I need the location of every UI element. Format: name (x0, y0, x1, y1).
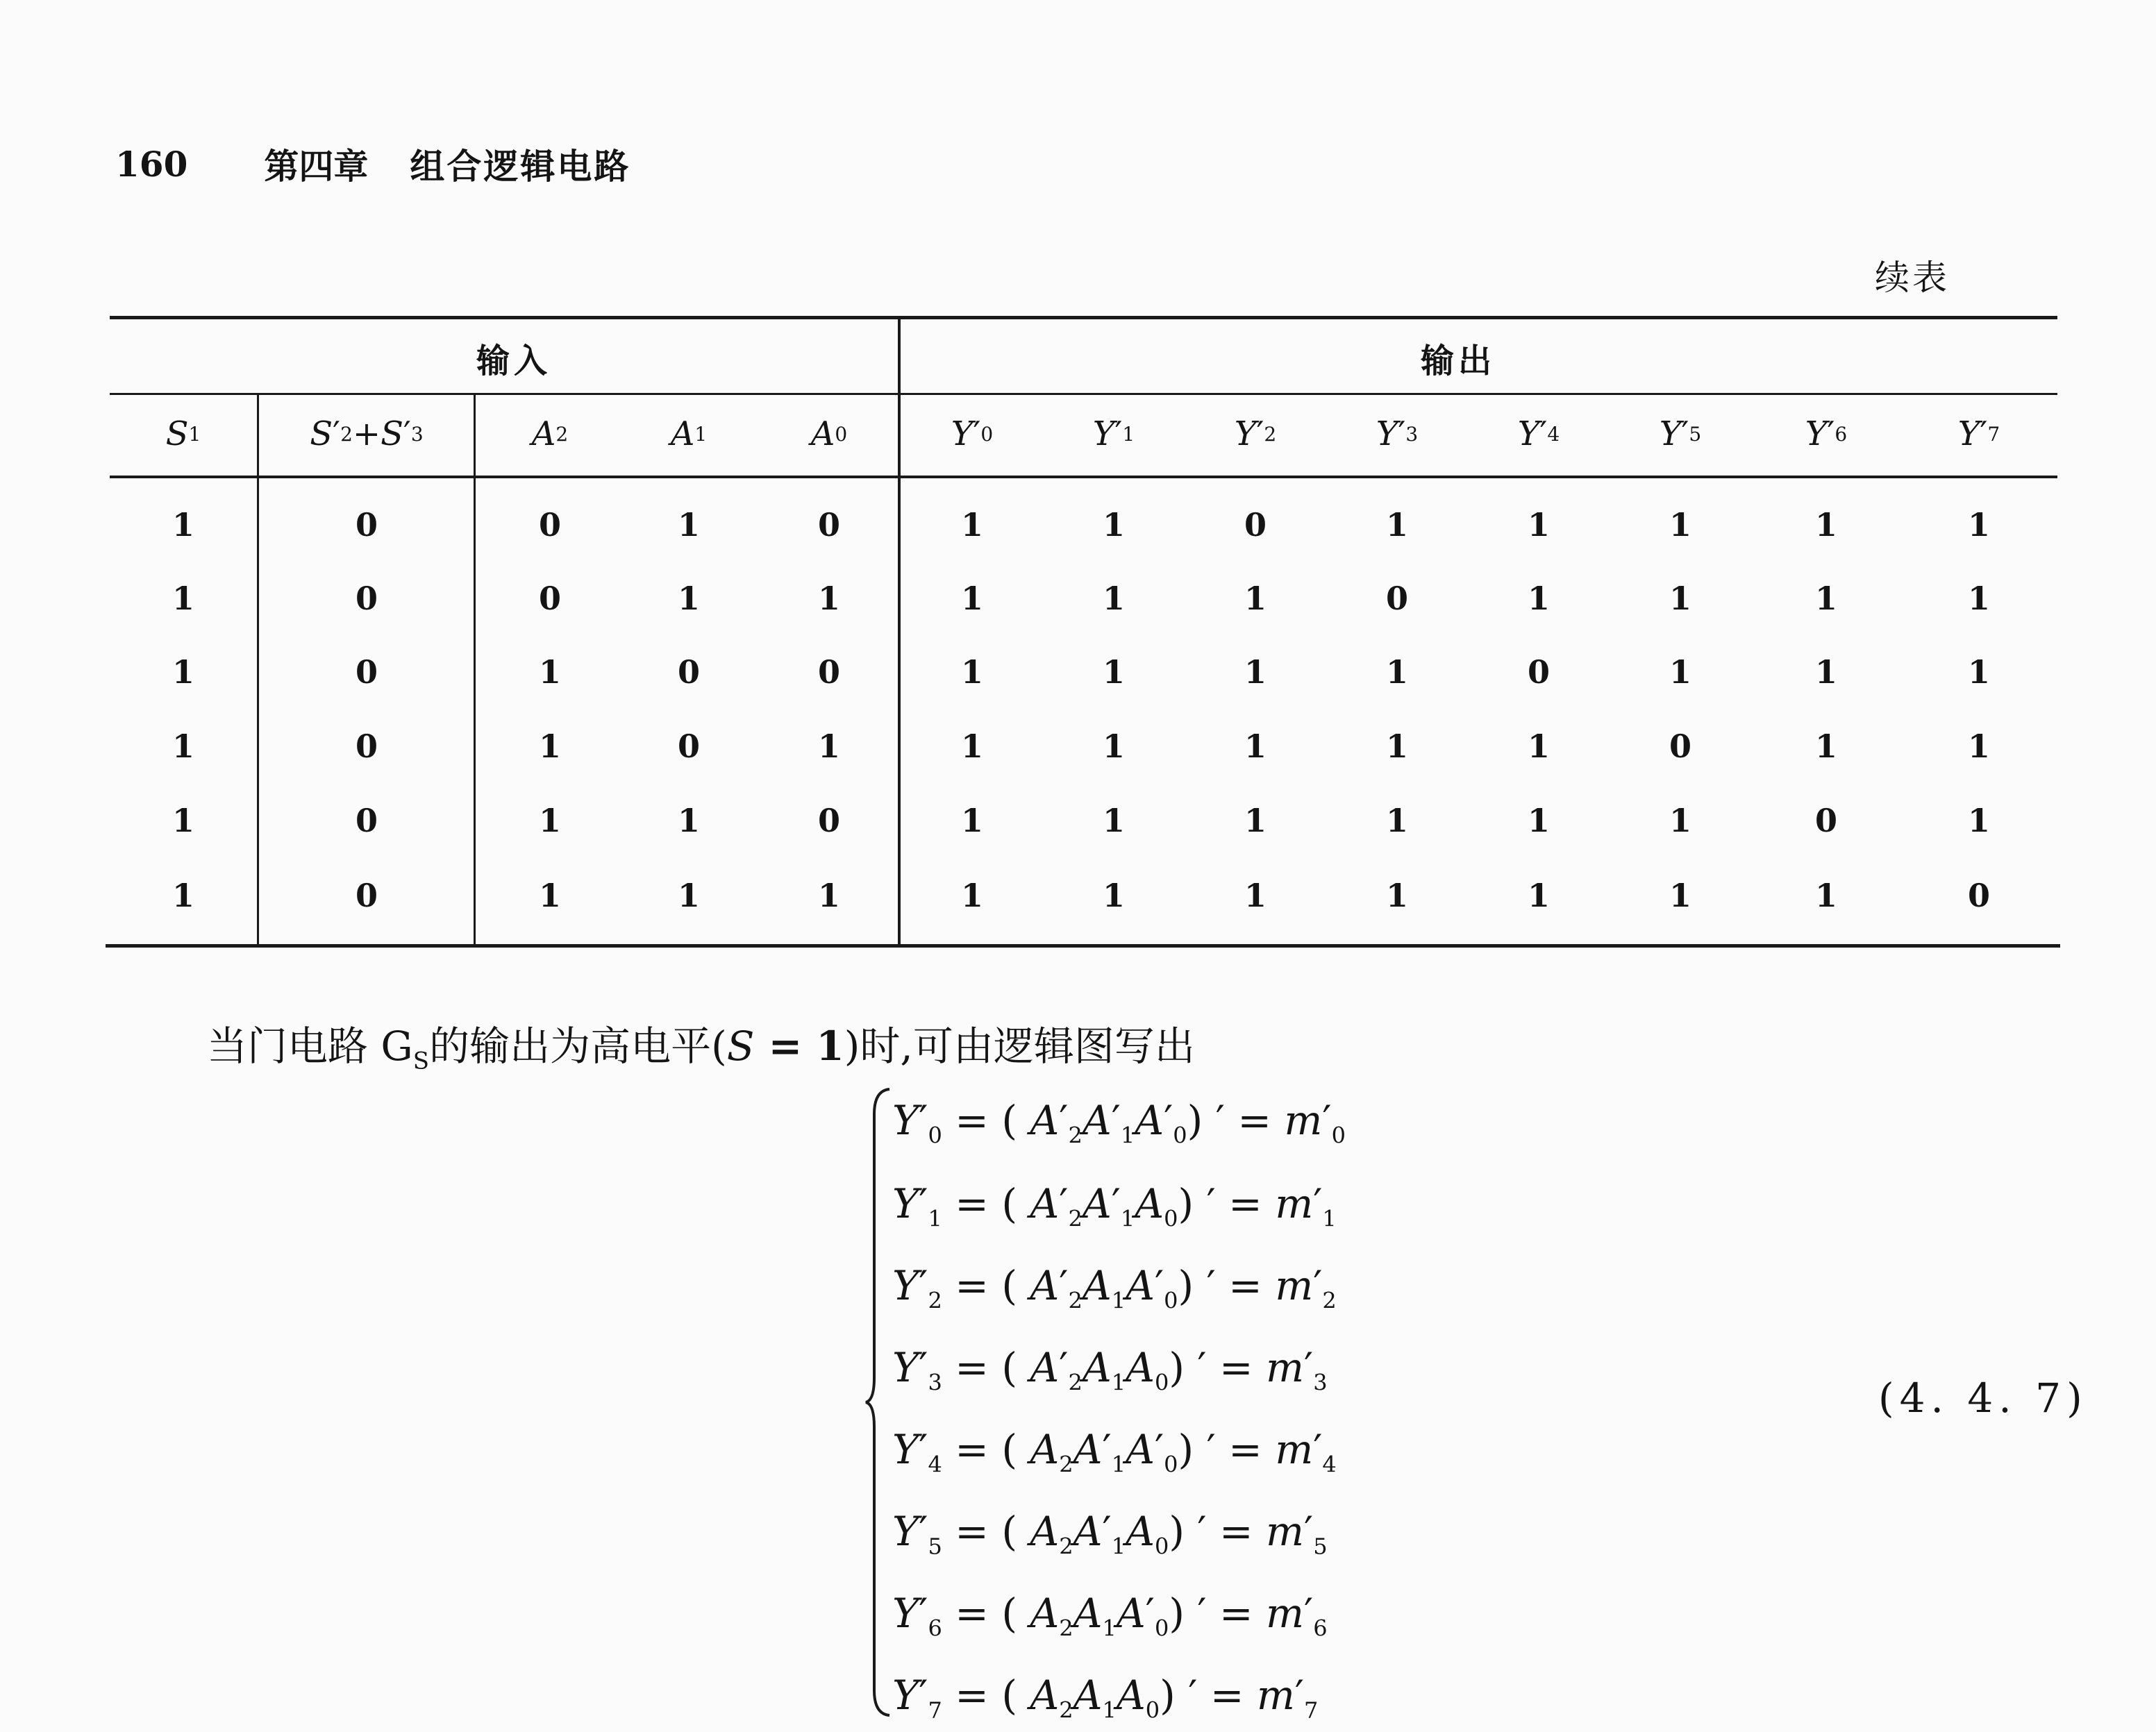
table-cell: 1 (1967, 506, 1990, 544)
table-cell: 1 (677, 802, 700, 839)
table-cell: 1 (817, 580, 840, 617)
chapter-title: 组合逻辑电路 (410, 146, 631, 187)
column-header: S ′ 2 + S ′ 3 (310, 414, 424, 453)
table-cell: 1 (1102, 802, 1125, 839)
sentence-end: )时,可由逻辑图写出 (844, 1023, 1195, 1070)
sentence-condition-value: = 1 (754, 1023, 844, 1070)
table-bottom-rule (106, 944, 2060, 948)
table-cell: 1 (960, 877, 983, 914)
table-cell: 1 (1244, 728, 1267, 765)
table-cell: 1 (1669, 877, 1691, 914)
equation-line: $Y'_3$ = ( $A'_2A_1A_0$) ′ = $m'_3$ (892, 1344, 1328, 1396)
table-cell: 1 (1385, 506, 1408, 544)
table-cell: 1 (172, 580, 194, 617)
table-cell: 0 (355, 580, 378, 617)
column-header: A 2 (531, 414, 569, 453)
table-cell: 1 (1102, 728, 1125, 765)
column-header: A 1 (670, 414, 708, 453)
table-cell: 1 (1814, 877, 1837, 914)
table-cell: 1 (1244, 580, 1267, 617)
table-cell: 0 (1244, 506, 1267, 544)
table-cell: 1 (1967, 728, 1990, 765)
table-cell: 0 (1669, 728, 1691, 765)
table-cell: 0 (1385, 580, 1408, 617)
table-cell: 1 (677, 506, 700, 544)
column-header: Y ′ 5 (1659, 414, 1702, 453)
table-divider-input-output (898, 316, 901, 946)
table-cell: 0 (1814, 802, 1837, 839)
sentence-before: 当门电路 G (207, 1023, 413, 1070)
sentence-gate-subscript: S (412, 1047, 430, 1075)
table-divider-s1 (257, 393, 259, 946)
table-cell: 1 (677, 877, 700, 914)
table-cell: 1 (960, 580, 983, 617)
table-cell: 1 (538, 728, 561, 765)
table-cell: 1 (1102, 580, 1125, 617)
table-cell: 0 (817, 506, 840, 544)
column-header: Y ′ 0 (951, 414, 994, 453)
equation-line: $Y'_6$ = ( $A_2A_1A'_0$) ′ = $m'_6$ (892, 1590, 1328, 1642)
table-cell: 1 (172, 728, 194, 765)
table-continued-label: 续表 (1875, 258, 1950, 298)
table-cell: 1 (538, 877, 561, 914)
table-cell: 0 (1527, 653, 1550, 691)
table-cell: 1 (1527, 580, 1550, 617)
table-cell: 1 (1669, 802, 1691, 839)
table-cell: 0 (1967, 877, 1990, 914)
column-header: Y ′ 1 (1092, 414, 1135, 453)
table-cell: 1 (1102, 506, 1125, 544)
equation-line: $Y'_7$ = ( $A_2A_1A_0$) ′ = $m'_7$ (892, 1672, 1319, 1724)
equation-line: $Y'_2$ = ( $A'_2A_1A'_0$) ′ = $m'_2$ (892, 1262, 1337, 1314)
table-cell: 1 (172, 506, 194, 544)
table-cell: 1 (538, 653, 561, 691)
sentence-condition-variable: S (726, 1023, 755, 1070)
table-cell: 1 (1385, 653, 1408, 691)
table-cell: 1 (1385, 728, 1408, 765)
table-cell: 1 (1669, 506, 1691, 544)
table-cell: 1 (1814, 728, 1837, 765)
table-cell: 1 (172, 802, 194, 839)
table-cell: 1 (1244, 877, 1267, 914)
body-sentence (207, 1014, 1195, 1075)
column-header: S 1 (165, 414, 201, 453)
table-cell: 1 (1814, 506, 1837, 544)
table-cell: 0 (538, 580, 561, 617)
table-cell: 1 (1967, 802, 1990, 839)
table-cell: 1 (960, 653, 983, 691)
table-cell: 1 (1814, 580, 1837, 617)
table-cell: 1 (960, 506, 983, 544)
table-cell: 0 (355, 802, 378, 839)
table-group-rule (110, 393, 2057, 395)
table-cell: 0 (355, 653, 378, 691)
table-cell: 0 (355, 728, 378, 765)
equation-line: $Y'_1$ = ( $A'_2A'_1A_0$) ′ = $m'_1$ (892, 1180, 1337, 1232)
table-cell: 1 (817, 877, 840, 914)
table-cell: 1 (1102, 653, 1125, 691)
table-cell: 0 (538, 506, 561, 544)
equation-brace (864, 1086, 892, 1718)
table-cell: 1 (1527, 802, 1550, 839)
column-header: Y ′ 7 (1957, 414, 2000, 453)
table-cell: 0 (677, 728, 700, 765)
table-cell: 1 (960, 802, 983, 839)
group-header-output: 输出 (1420, 341, 1496, 380)
table-cell: 1 (1967, 653, 1990, 691)
table-cell: 1 (1527, 506, 1550, 544)
equation-line: $Y'_0$ = ( $A'_2A'_1A'_0$) ′ = $m'_0$ (892, 1097, 1346, 1149)
table-cell: 1 (1244, 653, 1267, 691)
table-cell: 1 (1967, 580, 1990, 617)
table-cell: 1 (1244, 802, 1267, 839)
table-cell: 1 (172, 653, 194, 691)
column-header: Y ′ 2 (1234, 414, 1277, 453)
table-cell: 1 (1814, 653, 1837, 691)
column-header: A 0 (810, 414, 848, 453)
table-cell: 1 (1527, 877, 1550, 914)
table-cell: 1 (1102, 877, 1125, 914)
equation-line: $Y'_4$ = ( $A_2A'_1A'_0$) ′ = $m'_4$ (892, 1426, 1337, 1478)
group-header-input: 输入 (476, 341, 551, 380)
table-cell: 1 (677, 580, 700, 617)
table-cell: 1 (1669, 580, 1691, 617)
table-header-rule (110, 476, 2057, 478)
table-cell: 1 (1385, 802, 1408, 839)
column-header: Y ′ 4 (1517, 414, 1560, 453)
table-cell: 0 (677, 653, 700, 691)
chapter-number: 第四章 (264, 146, 369, 187)
equation-number: (4. 4. 7) (1878, 1374, 2088, 1422)
column-header: Y ′ 6 (1805, 414, 1848, 453)
sentence-after: 的输出为高电平( (429, 1023, 727, 1070)
page-number: 160 (115, 143, 188, 185)
table-cell: 1 (1669, 653, 1691, 691)
table-cell: 1 (1385, 877, 1408, 914)
table-divider-s23 (474, 393, 476, 946)
table-cell: 1 (172, 877, 194, 914)
column-header: Y ′ 3 (1376, 414, 1419, 453)
table-cell: 0 (817, 802, 840, 839)
table-cell: 1 (817, 728, 840, 765)
table-cell: 1 (960, 728, 983, 765)
table-cell: 1 (1527, 728, 1550, 765)
table-cell: 0 (355, 877, 378, 914)
table-cell: 0 (355, 506, 378, 544)
equation-line: $Y'_5$ = ( $A_2A'_1A_0$) ′ = $m'_5$ (892, 1508, 1328, 1560)
table-cell: 1 (538, 802, 561, 839)
table-cell: 0 (817, 653, 840, 691)
table-top-rule (110, 316, 2057, 319)
